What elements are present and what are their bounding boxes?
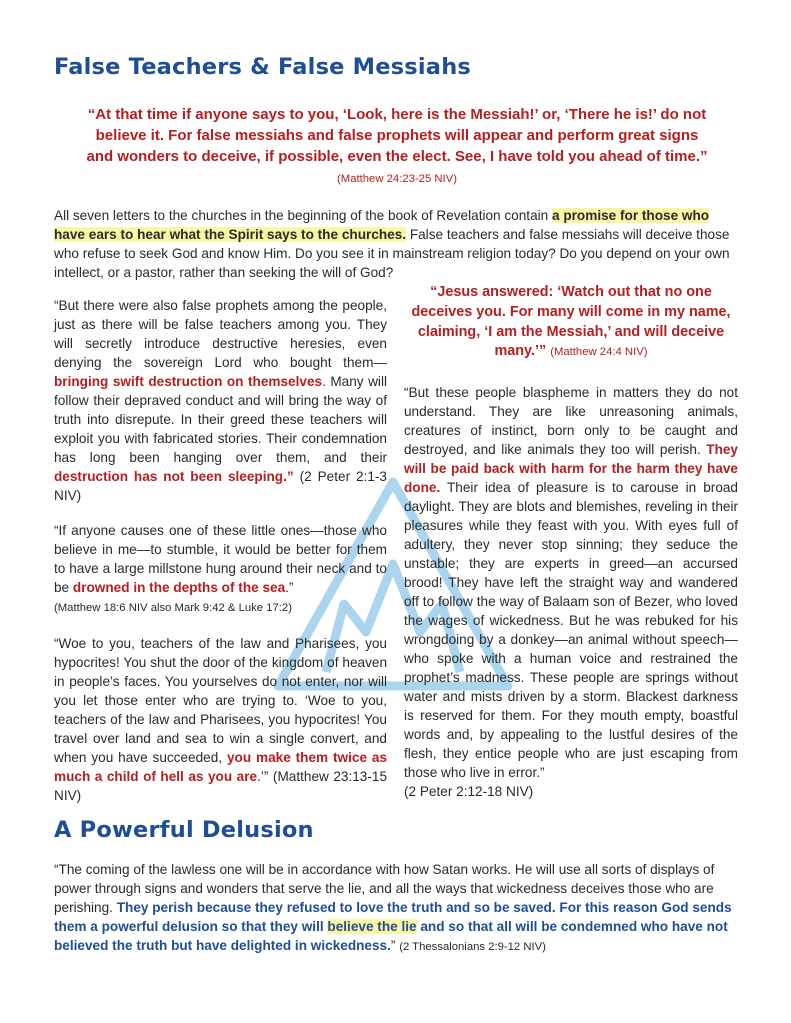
scripture-reference: (2 Thessalonians 2:9-12 NIV) — [399, 941, 546, 953]
scripture-paragraph-matthew18 — [54, 521, 387, 618]
section-title: A Powerful Delusion — [54, 817, 314, 843]
paragraph-text: “Woe to you, teachers of the law and Pharisees, you hypocrites! You shut the door of the kingdom of heaven in people’s faces. You yourselves do not enter, nor will you let those enter who are trying to. ‘Woe to you, teachers of the law and Pharisees, you hypocrites! You travel over land and sea to win a single convert, and when you have succeeded, — [54, 636, 387, 765]
emphasis-text: destruction has not been sleeping — [54, 469, 284, 484]
quote-text: “At that time if anyone says to you, ‘Look, here is the Messiah!’ or, ‘There he is!’ do not believe it. For false messiahs and false prophets will appear and perform great signs and wonders to deceive, if possible, even the elect. See, I have told you ahead of time.” — [86, 106, 708, 165]
closing-quote: .” — [283, 469, 294, 484]
closing-quote: .’” — [257, 769, 269, 784]
intro-text-continued: False teachers and false messiahs will deceive those who refuse to seek God and know Him. Do you see it in mainstream religion today? Do you depend on your own intellect, or a pastor, rather than seeking the will of God? — [54, 227, 730, 280]
scripture-paragraph-2peter — [54, 296, 387, 505]
intro-highlight: a promise for those who have ears to hear what the Spirit says to the churches. — [54, 208, 710, 242]
intro-paragraph — [54, 206, 740, 282]
opening-scripture-quote — [82, 104, 712, 190]
paragraph-text: “But these people blaspheme in matters they do not understand. They are like unreasoning animals, creatures of instinct, born only to be caught and destroyed, and like animals they too will perish. — [404, 385, 738, 458]
quote-reference: (Matthew 24:23-25 NIV) — [337, 173, 457, 185]
scripture-reference: (Matthew 23:13-15 NIV) — [54, 769, 388, 803]
scripture-reference: (2 Peter 2:1-3 NIV) — [54, 469, 387, 503]
paragraph-text: Their idea of pleasure is to carouse in broad daylight. They are blots and blemishes, reveling in their pleasures while they feast with you. With eyes full of adultery, they never stop sinning; they seduce the unstable; they are experts in greed—an accursed brood! They have left the straight way and wandered off to follow the way of Balaam son of Bezer, who loved the wages of wickedness. But he was rebuked for his wrongdoing by a donkey—an animal without speech—who spoke with a human voice and restrained the prophet’s madness. These people are springs without water and mists driven by a storm. Blackest darkness is reserved for them. For they mouth empty, boastful words and, by appealing to the lustful desires of the flesh, they entice people who are just escaping from those who live in error.” — [404, 480, 738, 781]
callout-text: “Jesus answered: ‘Watch out that no one deceives you. For many will come in my name, claiming, ‘I am the Messiah,’ and will deceive many.’” — [411, 284, 731, 360]
scripture-paragraph-2peter2 — [404, 383, 738, 801]
emphasis-text: They will be paid back with harm for the harm they have done. — [404, 442, 738, 496]
emphasis-text: you make them twice as much a child of hell as you are — [54, 750, 388, 784]
paragraph-text: . Many will follow their depraved conduct and will bring the way of truth into disrepute. In their greed these teachers will exploit you with fabricated stories. Their condemnation has long been hanging over them, and their — [54, 374, 387, 465]
highlighted-text: believe the lie — [327, 919, 417, 934]
paragraph-text: “The coming of the lawless one will be in accordance with how Satan works. He will use all sorts of displays of power through signs and wonders that serve the lie, and all the ways that wickedness deceives those who are perishing. — [54, 862, 715, 915]
emphasis-text: drowned in the depths of the sea — [72, 580, 286, 595]
closing-quote: .” — [285, 580, 294, 595]
emphasis-text: bringing swift destruction on themselves — [54, 374, 323, 389]
intro-text: All seven letters to the churches in the beginning of the book of Revelation contain — [54, 208, 552, 223]
paragraph-text: “If anyone causes one of these little ones—those who believe in me—to stumble, it would be better for them to have a large millstone hung around their neck and to be — [54, 523, 387, 595]
scripture-reference: (Matthew 18:6 NIV also Mark 9:42 & Luke 17:2) — [54, 602, 292, 614]
scripture-paragraph-matthew23 — [54, 634, 387, 805]
right-column — [404, 283, 738, 801]
emphasis-text: and so that all will be condemned who have not believed the truth but have delighted in wickedness. — [54, 919, 728, 953]
page-title: False Teachers & False Messiahs — [54, 54, 472, 80]
paragraph-text: “But there were also false prophets among the people, just as there will be false teachers among you. They will secretly introduce destructive heresies, even denying the sovereign Lord who bought them— — [54, 298, 387, 370]
emphasis-text: They perish because they refused to love the truth and so be saved. For this reason God sends them a powerful delusion so that they will — [54, 900, 732, 934]
scripture-reference: (2 Peter 2:12-18 NIV) — [404, 784, 534, 800]
scripture-reference: (Matthew 24:4 NIV) — [550, 346, 648, 359]
delusion-paragraph — [54, 860, 740, 957]
scripture-callout-matthew24 — [404, 283, 738, 363]
closing-quote: ” — [390, 938, 396, 953]
left-column — [54, 296, 387, 821]
